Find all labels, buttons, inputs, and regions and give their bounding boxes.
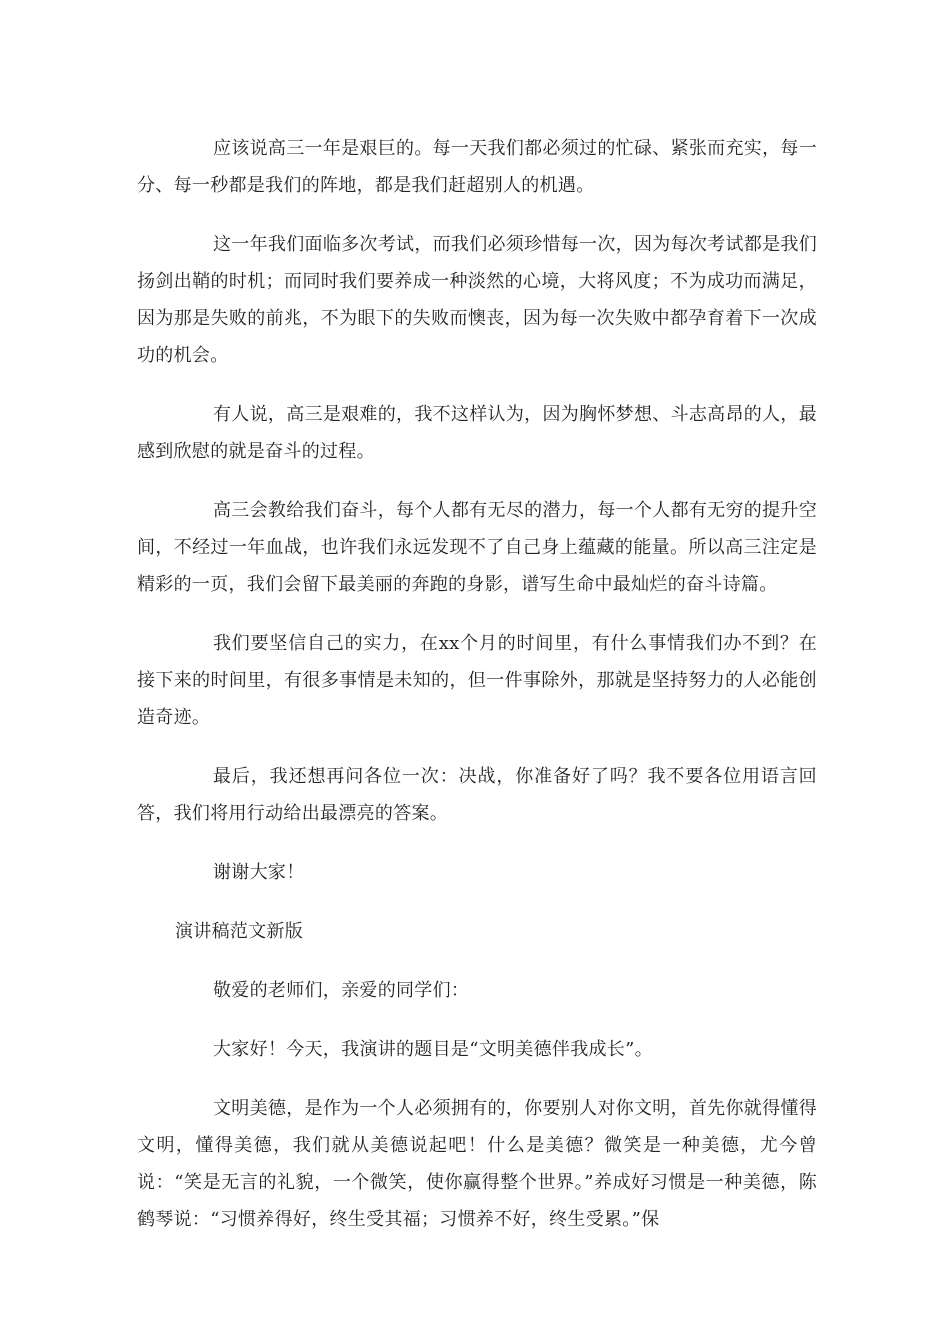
paragraph-2: 这一年我们面临多次考试，而我们必须珍惜每一次，因为每次考试都是我们扬剑出鞘的时机；而同时我们要养成一种淡然的心境，大将风度；不为成功而满足，因为那是失败的前兆，不为眼下的失败而懊丧，因为每一次失败中都孕育着下一次成功的机会。 [137, 234, 817, 366]
section-paragraph-body: 文明美德，是作为一个人必须拥有的，你要别人对你文明，首先你就得懂得文明，懂得美德，我们就从美德说起吧！什么是美德？微笑是一种美德，尤今曾说：“笑是无言的礼貌，一个微笑，使你赢得整个世界。”养成好习惯是一种美德，陈鹤琴说：“习惯养得好，终生受其福；习惯养不好，终生受累。”保 [137, 1098, 817, 1230]
paragraph-4: 高三会教给我们奋斗，每个人都有无尽的潜力，每一个人都有无穷的提升空间，不经过一年血战，也许我们永远发现不了自己身上蕴藏的能量。所以高三注定是精彩的一页，我们会留下最美丽的奔跑的身影，谱写生命中最灿烂的奋斗诗篇。 [137, 500, 817, 595]
section-paragraph-intro: 大家好！今天，我演讲的题目是“文明美德伴我成长”。 [213, 1039, 653, 1060]
document-body [137, 130, 817, 1260]
paragraph-thanks: 谢谢大家！ [213, 862, 305, 883]
section-paragraph-greeting: 敬爱的老师们，亲爱的同学们： [213, 980, 470, 1001]
paragraph-6: 最后，我还想再问各位一次：决战，你准备好了吗？我不要各位用语言回答，我们将用行动给出最漂亮的答案。 [137, 766, 817, 824]
paragraph-1: 应该说高三一年是艰巨的。每一天我们都必须过的忙碌、紧张而充实，每一分、每一秒都是我们的阵地，都是我们赶超别人的机遇。 [137, 138, 817, 196]
paragraph-5: 我们要坚信自己的实力，在xx个月的时间里，有什么事情我们办不到？在接下来的时间里，有很多事情是未知的，但一件事除外，那就是坚持努力的人必能创造奇迹。 [137, 633, 817, 728]
section-title: 演讲稿范文新版 [175, 921, 304, 942]
paragraph-3: 有人说，高三是艰难的，我不这样认为，因为胸怀梦想、斗志高昂的人，最感到欣慰的就是奋斗的过程。 [137, 404, 817, 462]
